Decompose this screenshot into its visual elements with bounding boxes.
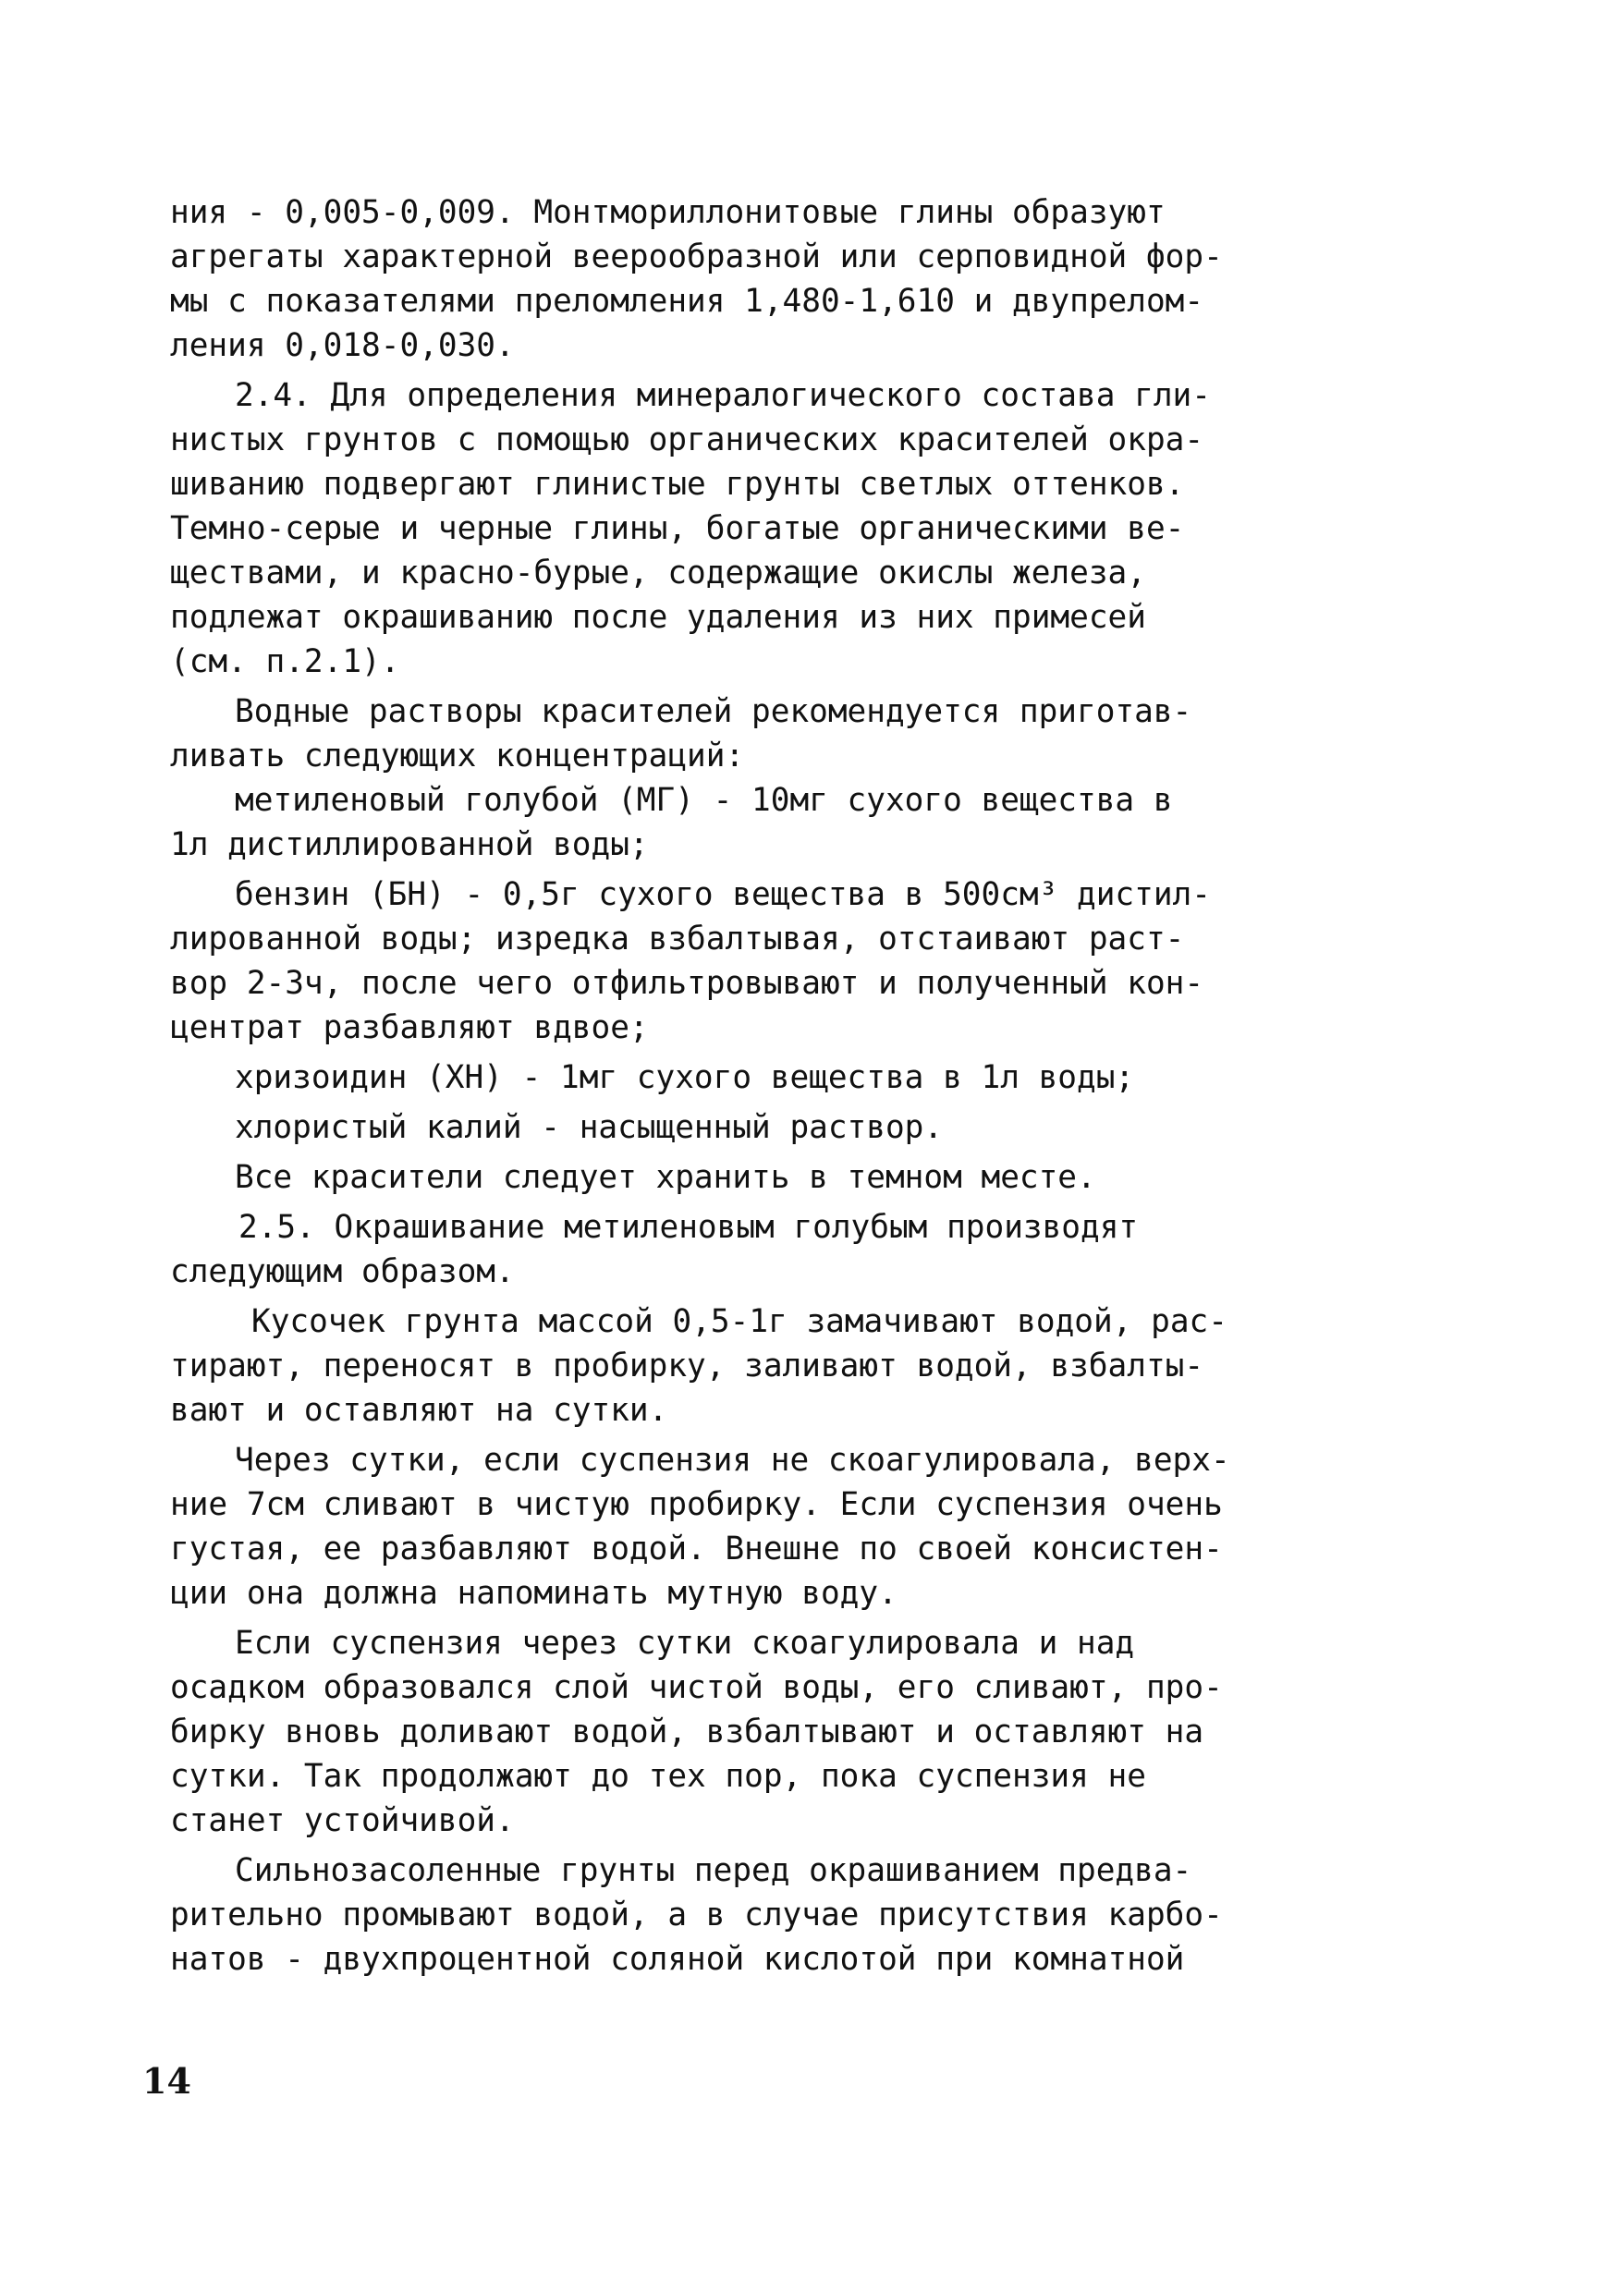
text-line: бирку вновь доливают водой, взбалтывают и оставляют на [170,1714,1204,1750]
text-line: ние 7см сливают в чистую пробирку. Если суспензия очень [170,1486,1223,1523]
text-line: хризоидин (ХН) - 1мг сухого вещества в 1л воды; [235,1059,1135,1096]
text-line: вают и оставляют на сутки. [170,1392,668,1429]
text-line: Темно-серые и черные глины, богатые органическими ве- [170,510,1185,547]
text-line: центрат разбавляют вдвое; [170,1009,649,1046]
text-line: осадком образовался слой чистой воды, его сливают, про- [170,1669,1223,1706]
text-line: хлористый калий - насыщенный раствор. [235,1109,944,1146]
text-line: густая, ее разбавляют водой. Внешне по своей консистен- [170,1531,1223,1567]
text-line: станет устойчивой. [170,1802,515,1839]
text-line: сутки. Так продолжают до тех пор, пока суспензия не [170,1758,1146,1795]
text-line: Если суспензия через сутки скоагулировала и над [235,1625,1135,1662]
text-line: нистых грунтов с помощью органических красителей окра- [170,421,1204,458]
text-line: бензин (БН) - 0,5г сухого вещества в 500см³ дистил- [235,876,1211,913]
text-line: следующим образом. [170,1253,515,1290]
text-line: натов - двухпроцентной соляной кислотой при комнатной [170,1941,1185,1978]
text-line: 1л дистиллированной воды; [170,826,649,863]
text-line: рительно промывают водой, а в случае присутствия карбо- [170,1897,1223,1933]
text-line: мы с показателями преломления 1,480-1,610 и двупрелом- [170,283,1204,320]
text-line: метиленовый голубой (МГ) - 10мг сухого вещества в [235,782,1173,819]
text-line: подлежат окрашиванию после удаления из них примесей [170,599,1146,636]
text-line: тирают, переносят в пробирку, заливают водой, взбалты- [170,1348,1204,1384]
text-line: Водные растворы красителей рекомендуется приготав- [235,693,1192,730]
page-number: 14 [142,2060,191,2102]
text-line: ния - 0,005-0,009. Монтмориллонитовые глины образуют [170,194,1166,231]
text-line: агрегаты характерной веерообразной или серповидной фор- [170,238,1223,275]
text-line: Кусочек грунта массой 0,5-1г замачивают водой, рас- [251,1303,1227,1340]
text-line: ливать следующих концентраций: [170,738,745,774]
text-line: шиванию подвергают глинистые грунты светлых оттенков. [170,466,1185,503]
text-line: 2.4. Для определения минералогического состава гли- [235,377,1211,414]
text-line: Все красители следует хранить в темном месте. [235,1159,1096,1196]
text-line: 2.5. Окрашивание метиленовым голубым производят [238,1209,1139,1246]
text-line: Через сутки, если суспензия не скоагулировала, верх- [235,1442,1230,1479]
text-line: Сильнозасоленные грунты перед окрашиванием предва- [235,1852,1192,1889]
text-line: вор 2-3ч, после чего отфильтровывают и полученный кон- [170,965,1204,1002]
text-line: (см. п.2.1). [170,643,400,680]
text-line: ции она должна напоминать мутную воду. [170,1575,897,1612]
text-line: ления 0,018-0,030. [170,327,515,364]
text-line: ществами, и красно-бурые, содержащие окислы железа, [170,555,1146,592]
text-line: лированной воды; изредка взбалтывая, отстаивают раст- [170,921,1185,957]
